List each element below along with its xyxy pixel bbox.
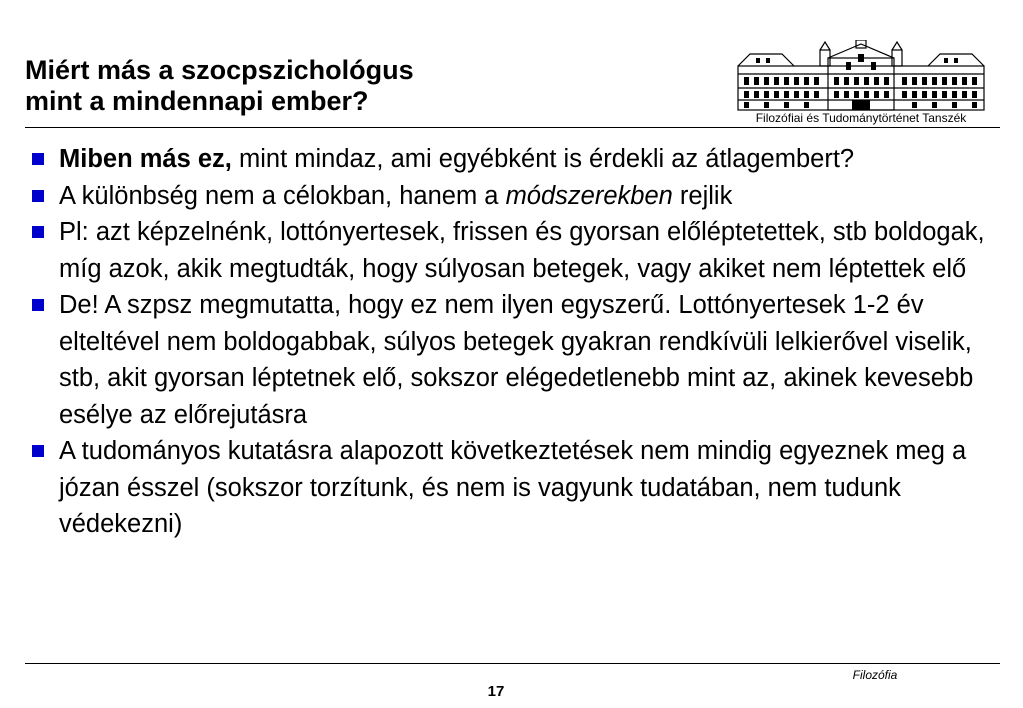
list-item <box>32 433 992 543</box>
square-bullet-icon <box>32 153 44 165</box>
list-item <box>32 214 992 287</box>
bullet-text-after: rejlik <box>672 181 733 210</box>
list-item <box>32 141 992 178</box>
university-building-icon <box>732 40 990 112</box>
bullet-list <box>32 141 992 543</box>
page-number: 17 <box>487 683 505 700</box>
slide-title <box>25 55 414 117</box>
footer-label: Filozófia <box>852 668 898 682</box>
slide-title-line-2: mint a mindennapi ember? <box>25 86 369 116</box>
bullet-italic-text: módszerekben <box>505 181 673 210</box>
square-bullet-icon <box>32 445 44 457</box>
bullet-text: mint mindaz, ami egyébként is érdekli az átlagembert? <box>231 145 855 173</box>
list-item <box>32 178 992 215</box>
square-bullet-icon <box>32 226 44 238</box>
bullet-text: De! A szpsz megmutatta, hogy ez nem ilyen egyszerű. Lottónyertesek 1-2 év elteltével nem boldogabbak, súlyos betegek gyakran rendkívüli lelkierővel viselik, stb, akit gyorsan léptetnek elő, sokszor elégedetlenebb mint az, akinek kevesebb esélye az előrejutásra <box>59 291 974 429</box>
bullet-text: A különbség nem a célokban, hanem a <box>59 181 506 210</box>
bullet-emphasis: Miben más ez, <box>59 145 232 173</box>
header-divider <box>25 127 1000 128</box>
department-caption: Filozófiai és Tudománytörténet Tanszék <box>755 111 967 125</box>
footer-divider <box>25 663 1000 664</box>
list-item <box>32 287 992 433</box>
bullet-text: Pl: azt képzelnénk, lottónyertesek, frissen és gyorsan előléptetettek, stb boldogak, míg azok, akik megtudták, hogy súlyosan betegek, vagy akiket nem léptettek elő <box>59 218 985 283</box>
bullet-text: A tudományos kutatásra alapozott következtetések nem mindig egyeznek meg a józan ésszel (sokszor torzítunk, és nem is vagyunk tudatában, nem tudunk védekezni) <box>59 437 967 538</box>
square-bullet-icon <box>32 190 44 202</box>
square-bullet-icon <box>32 299 44 311</box>
slide-title-line-1: Miért más a szocpszichológus <box>25 55 414 85</box>
